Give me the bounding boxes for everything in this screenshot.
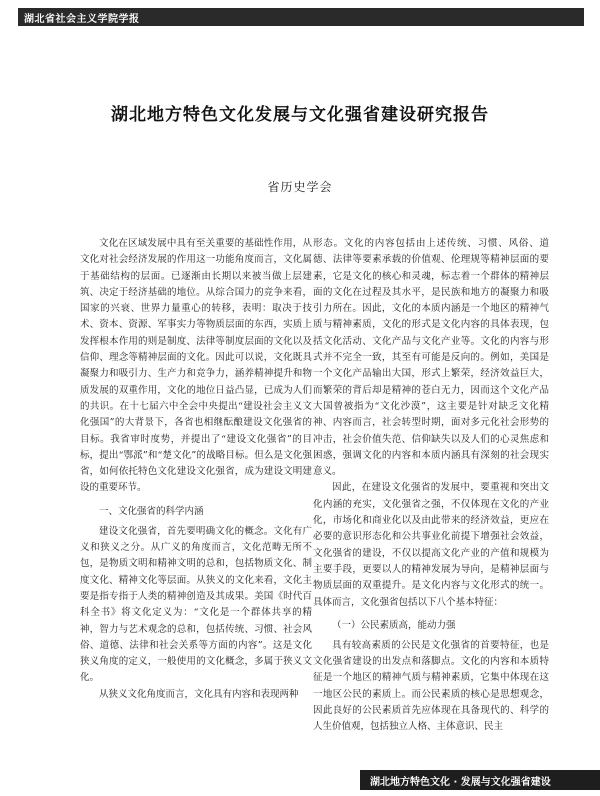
left-column [80,236,312,703]
journal-name: 湖北省社会主义学院学报 [24,14,140,25]
paragraph: 因此，在建设文化强省的发展中，要重视和突出文化内涵的充实，文化强省之强，不仅体现在文化的产业化，市场化和商业化以及由此带来的经济效益，更应在必要的意识形态化和公共事业化前提下增强社会效益，文化强省的建设，不仅以提高文化产业的产值和规模为主要手段，更要以人的精神发展为导向，是精神层面与物质层面的双重提升。是文化内容与文化形式的统一。具体而言，文化强省包括以下八个基本特征： [313,482,549,608]
paragraph: 形态。文化的内容包括由上述传统、习惯、风俗、道德、法律等要素承载的价值观、伦理规等精神层面的要素，它是文化的核心和灵魂，标志着一个群体的精神层面的文化在过程及其水平，是民族和地方的凝聚力和吸引力所在。因此，文化的本质内涵是一个地区的精神气质与精神素质，文化的形式是文化内容的具体表现，包括文化活动、文化产品与文化产业等。文化的内容与形式并不完全一致，其至有可能是反向的。例如，美国是一个文化产品输出大国，形式上繁荣，经济效益巨大，而繁荣的背后却是精神的苍白无力，因而这个文化产品大国曾被指为“文化沙漠”，这主要是针对缺乏文化精神、内容而言，社会转型时期，面对多元化社会形势的冲击，社会价值失范、信仰缺失以及人们的心灵焦虑和困惑，强调文化的内容和本质内涵具有深刻的社会现实意义。 [313,238,549,478]
article-author: 省历史学会 [267,180,333,194]
footer-bar [360,770,600,790]
section-heading: 一、文化强省的科学内涵 [99,505,204,517]
journal-header-bar [18,8,584,26]
paragraph: 建设文化强省，首先要明确文化的概念。文化有广义和狭义之分。从广义的角度而言，文化范畴无所不包，是物质文明和精神文明的总和，包括物质文化、制度文化、精神文化等层面。从狭义的文化来看，文化主要是指专指于人类的精神创造及其成果。美国《时代百科全书》将文化定义为：“文化是一个群体共享的精神，智力与艺术观念的总和，包括传统、习惯、社会风俗、道德、法律和社会关系等方面的内容”。这是文化狭义角度的定义，一般使用的文化概念，多属于狭义文化。 [80,525,312,684]
paragraph: 从狭义文化角度而言，文化具有内容和表现两种 [99,688,299,700]
footer-text: 湖北地方特色文化 · 发展与文化强省建设 [370,777,551,788]
subsection-heading: （一）公民素质高，能动力强 [332,619,456,631]
paragraph: 文化在区域发展中具有至关重要的基础性作用，从文化对社会经济发展的作用这一功能角度而言，文化属于基础结构的层面。已逐渐由长期以来被当做上层建筑、决定于经济基础的地位。从综合国力的竞争来看，国家的兴衰、世界力量重心的转移，表明：取决于技术、资本、资源、军事实力等物质层面的东西，实质上发挥根本作用的则是制度、法律等制度层面的文化以及信仰、理念等精神层面的文化。因此可以说，文化既具凝聚力和吸引力、生产力和竞争力，涵养精神提升和物质发展的双重作用，文化的地位日益凸显，已成为人们的共识。在十七届六中全会中央提出“建设社会主义文化强国”的大背景下，各省也相继酝酿建设文化强省的目标。我省审时度势，并提出了“建设文化强省”的目标，提出“鄂派”和“楚文化”的战略目标。但么是文化强省，如何依托特色文化建设文化强省，成为建设文明建设的重要环节。 [80,238,312,494]
article-title: 湖北地方特色文化发展与文化强省建设研究报告 [111,105,489,125]
right-column [313,236,549,736]
paragraph: 具有较高素质的公民是文化强省的首要特征，也是文化强省建设的出发点和落脚点。文化的内容和本质特征是一个地区的精神气质与精神素质，它集中体现在这一地区公民的素质上。而公民素质的核心是思想观念，因此良好的公民素质首先应体现在具备现代的、科学的人生价值观，包括独立人格、主体意识、民主 [313,639,549,733]
